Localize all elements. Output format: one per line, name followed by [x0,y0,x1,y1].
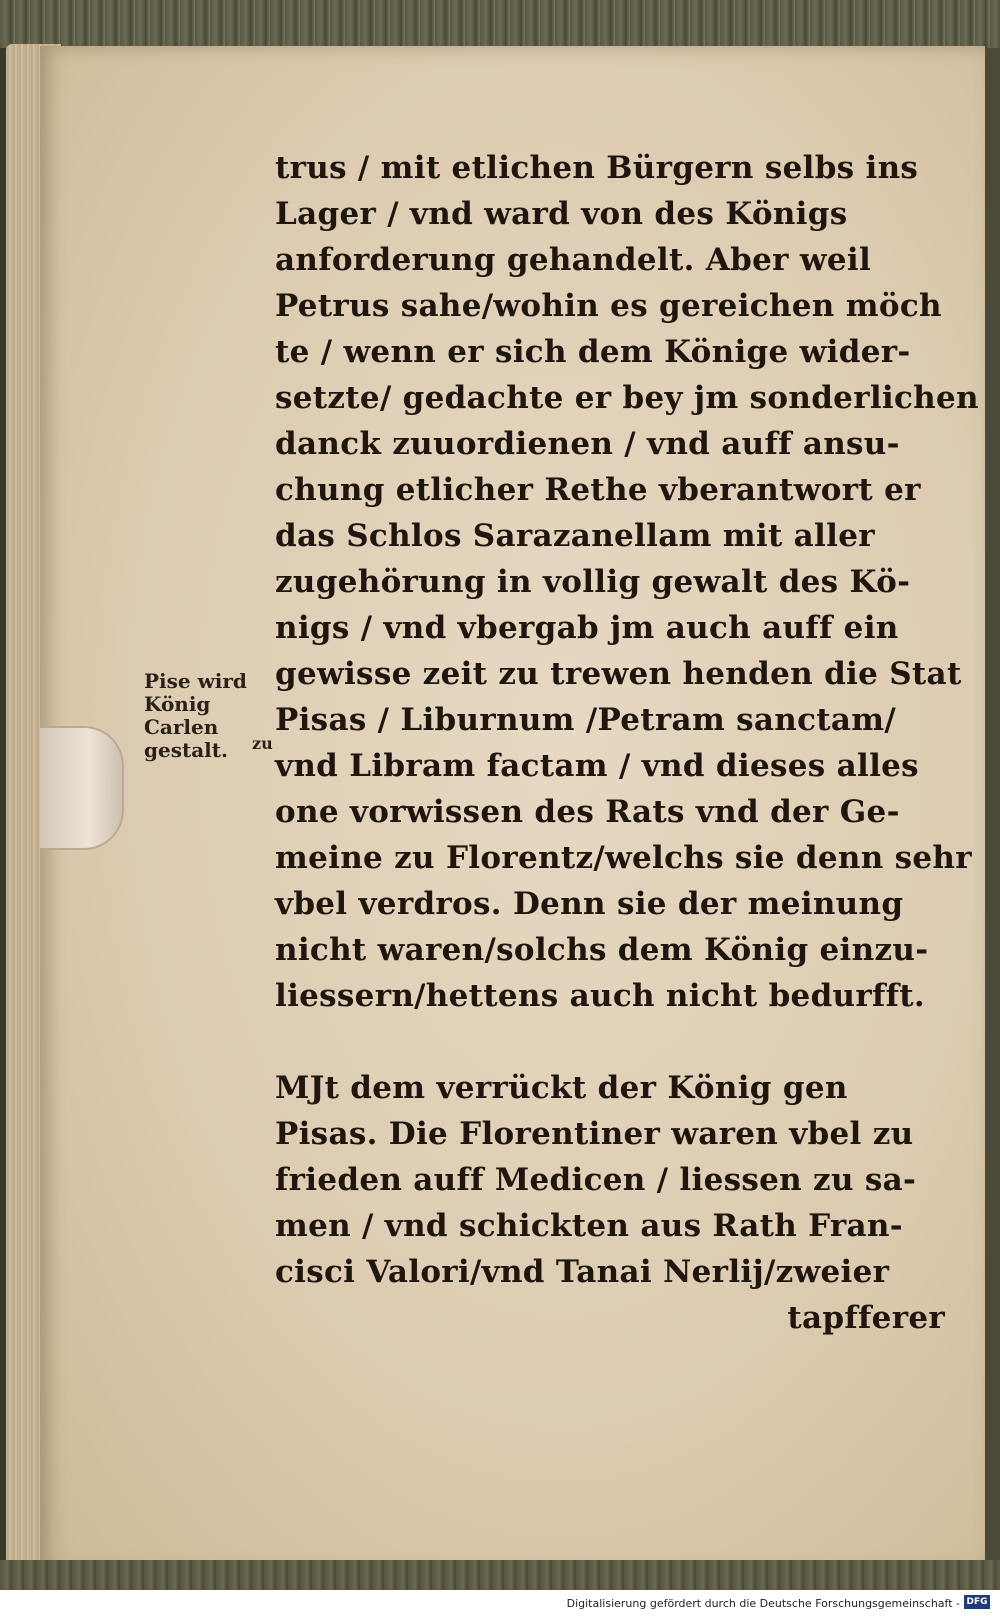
marginal-line: Carlen [144,715,219,739]
page-clip [40,726,124,850]
text-line: chung etlicher Rethe vberantwort er [275,472,921,508]
text-line: Lager / vnd ward von des Königs [275,196,848,232]
marginal-line: König [144,692,211,716]
text-line: setzte/ gedachte er bey jm sonderlichen [275,380,979,416]
marginal-line: Pise wird [144,669,247,693]
text-line: liessern/hettens auch nicht bedurfft. [275,978,926,1014]
dfg-credit: Digitalisierung gefördert durch die Deutsche Forschungsgemeinschaft - [566,1597,960,1610]
text-line: Petrus sahe/wohin es gereichen möch [275,288,942,324]
text-line: vbel verdros. Denn sie der meinung [275,886,904,922]
text-line: MJt dem verrückt der König gen [275,1070,848,1106]
text-line: zugehörung in vollig gewalt des Kö- [275,564,911,600]
text-line: one vorwissen des Rats vnd der Ge- [275,794,900,830]
marginal-note [144,670,264,762]
marginal-zu: zu [252,734,273,753]
catchword: tapfferer [787,1300,945,1336]
text-line: danck zuuordienen / vnd auff ansu- [275,426,900,462]
text-line: nicht waren/solchs dem König einzu- [275,932,929,968]
main-text [275,145,979,1341]
text-line: men / vnd schickten aus Rath Fran- [275,1208,903,1244]
paragraph-gap [275,1019,975,1065]
text-line: trus / mit etlichen Bürgern selbs ins [275,150,919,186]
text-line: frieden auff Medicen / liessen zu sa- [275,1162,917,1198]
text-line: gewisse zeit zu trewen henden die Stat [275,656,962,692]
text-line: Pisas / Liburnum /Petram sanctam/ [275,702,897,738]
text-line: nigs / vnd vbergab jm auch auff ein [275,610,899,646]
book-cover-top [0,0,1000,48]
footer-bar [0,1590,1000,1616]
text-line: te / wenn er sich dem Könige wider- [275,334,911,370]
text-line: meine zu Florentz/welchs sie denn sehr [275,840,972,876]
text-line: Pisas. Die Florentiner waren vbel zu [275,1116,914,1152]
marginal-line: gestalt. [144,738,228,762]
text-line: cisci Valori/vnd Tanai Nerlij/zweier [275,1254,890,1290]
text-line: anforderung gehandelt. Aber weil [275,242,872,278]
text-line: das Schlos Sarazanellam mit aller [275,518,875,554]
book-cover-bottom [0,1560,1000,1590]
dfg-logo-icon: DFG [964,1595,990,1609]
text-line: vnd Libram factam / vnd dieses alles [275,748,919,784]
